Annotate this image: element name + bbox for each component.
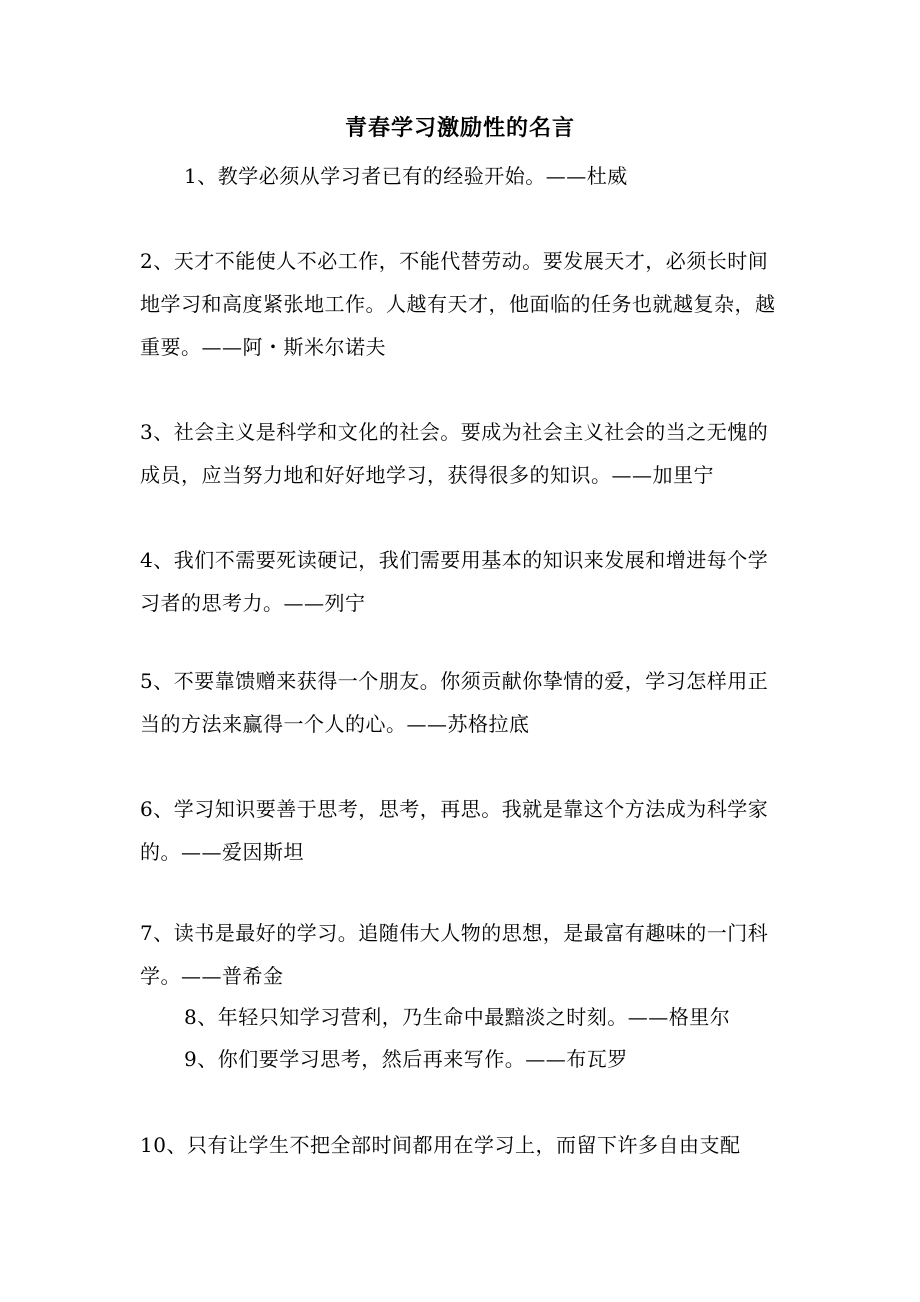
document-title: 青春学习激励性的名言 [344,115,575,141]
quote-3: 3、社会主义是科学和文化的社会。要成为社会主义社会的当之无愧的成员，应当努力地和好好地学习，获得很多的知识。——加里宁 [140,420,769,487]
quote-1: 1、教学必须从学习者已有的经验开始。——杜威 [184,164,628,188]
quote-10: 10、只有让学生不把全部时间都用在学习上，而留下许多自由支配 [140,1133,741,1157]
quote-9: 9、你们要学习思考，然后再来写作。——布瓦罗 [184,1047,628,1071]
quote-7: 7、读书是最好的学习。追随伟大人物的思想，是最富有趣味的一门科学。——普希金 [140,921,769,988]
quote-2: 2、天才不能使人不必工作，不能代替劳动。要发展天才，必须长时间地学习和高度紧张地工作。人越有天才，他面临的任务也就越复杂，越重要。——阿・斯米尔诺夫 [140,249,776,359]
quote-8: 8、年轻只知学习营利，乃生命中最黯淡之时刻。——格里尔 [184,1005,731,1029]
quote-4: 4、我们不需要死读硬记，我们需要用基本的知识来发展和增进每个学习者的思考力。——列宁 [140,548,769,615]
quote-6: 6、学习知识要善于思考，思考，再思。我就是靠这个方法成为科学家的。——爱因斯坦 [140,797,769,864]
quote-5: 5、不要靠馈赠来获得一个朋友。你须贡献你挚情的爱，学习怎样用正当的方法来赢得一个人的心。——苏格拉底 [140,669,769,736]
